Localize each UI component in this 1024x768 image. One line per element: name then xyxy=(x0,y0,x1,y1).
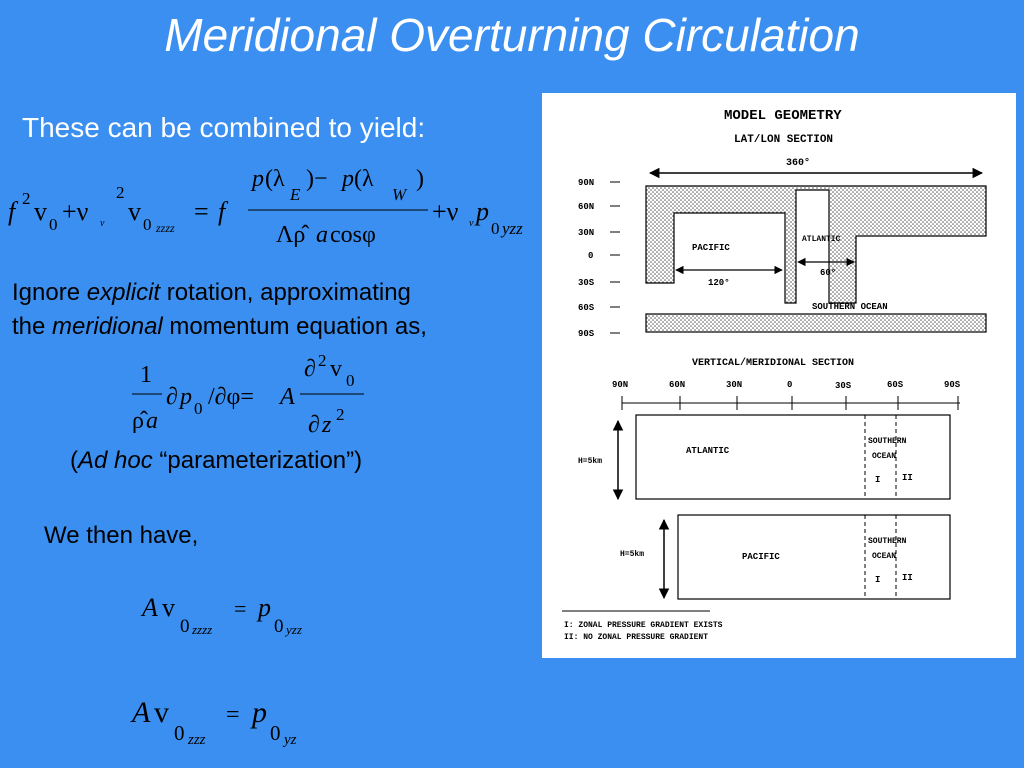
svg-text:p: p xyxy=(252,696,267,729)
svg-text:): ) xyxy=(416,166,424,192)
svg-text:E: E xyxy=(290,185,301,204)
svg-text:∂: ∂ xyxy=(304,356,316,382)
svg-text:=: = xyxy=(226,702,240,728)
svg-text:+ν: +ν xyxy=(62,197,89,226)
svg-text:I: I xyxy=(875,475,881,485)
svg-text:p: p xyxy=(258,593,271,622)
ignore-rotation-text: Ignore explicit rotation, approximating the meridional momentum equation as, xyxy=(12,279,427,340)
svg-text:v: v xyxy=(469,218,474,229)
svg-text:zzzz: zzzz xyxy=(192,622,213,637)
svg-text:A: A xyxy=(142,593,158,622)
svg-text:0: 0 xyxy=(491,219,500,238)
figure-heading: MODEL GEOMETRY xyxy=(724,108,842,124)
southern-land xyxy=(646,314,986,332)
svg-text:II: II xyxy=(902,573,913,583)
svg-text:)−: )− xyxy=(306,166,328,192)
svg-text:v: v xyxy=(34,197,47,226)
svg-text:v: v xyxy=(128,197,141,226)
svg-text:∂: ∂ xyxy=(166,384,178,410)
svg-text:(λ: (λ xyxy=(265,166,285,192)
svg-text:OCEAN: OCEAN xyxy=(872,552,897,561)
lon-span-label: 360° xyxy=(786,158,811,169)
atlantic-section-label: ATLANTIC xyxy=(686,446,730,456)
svg-text:0: 0 xyxy=(787,380,793,390)
atlantic-depth-label: H=5km xyxy=(578,457,603,466)
svg-text:a: a xyxy=(146,408,158,434)
svg-text:∂: ∂ xyxy=(308,412,320,438)
svg-text:60S: 60S xyxy=(887,380,904,390)
svg-text:(λ: (λ xyxy=(354,166,374,192)
pacific-section-label: PACIFIC xyxy=(742,552,780,562)
atlantic-label: ATLANTIC xyxy=(802,235,841,244)
svg-text:f: f xyxy=(218,197,226,226)
svg-text:30N: 30N xyxy=(726,380,743,390)
svg-text:f: f xyxy=(8,197,16,226)
atlantic-section xyxy=(636,415,950,499)
svg-text:W: W xyxy=(392,185,407,204)
balance-equation-zzzz xyxy=(140,586,340,646)
svg-text:v: v xyxy=(330,356,342,382)
svg-text:SOUTHERN: SOUTHERN xyxy=(868,437,907,446)
svg-text:0: 0 xyxy=(346,371,355,390)
atlantic-width-label: 60° xyxy=(820,268,837,278)
svg-text:90N: 90N xyxy=(578,178,595,188)
svg-text:Λρ̂: Λρ̂ xyxy=(276,222,306,248)
latitude-axis xyxy=(578,178,620,339)
svg-text:30S: 30S xyxy=(835,381,852,391)
svg-text:60N: 60N xyxy=(578,202,595,212)
svg-text:60S: 60S xyxy=(578,303,595,313)
svg-text:90S: 90S xyxy=(944,380,961,390)
svg-text:2: 2 xyxy=(336,405,345,424)
svg-text:I: I xyxy=(875,575,881,585)
svg-text:0: 0 xyxy=(180,616,190,637)
legend-no-gradient: II: NO ZONAL PRESSURE GRADIENT xyxy=(564,633,709,642)
then-text: We then have, xyxy=(44,522,199,549)
legend-zonal-gradient: I: ZONAL PRESSURE GRADIENT EXISTS xyxy=(564,621,723,630)
svg-text:0: 0 xyxy=(274,616,284,637)
svg-text:0: 0 xyxy=(270,721,281,745)
svg-text:/∂φ=: /∂φ= xyxy=(208,384,254,410)
balance-equation-zzz xyxy=(130,688,330,758)
svg-text:cosφ: cosφ xyxy=(330,222,376,248)
svg-text:0: 0 xyxy=(194,399,203,418)
svg-text:yzz: yzz xyxy=(286,622,302,637)
svg-text:A: A xyxy=(132,696,151,729)
svg-text:1: 1 xyxy=(140,362,152,388)
svg-text:=: = xyxy=(194,197,209,226)
svg-text:II: II xyxy=(902,473,913,483)
svg-text:p: p xyxy=(476,197,489,226)
combined-text: These can be combined to yield: xyxy=(22,112,426,143)
svg-text:v: v xyxy=(154,696,169,729)
svg-text:0: 0 xyxy=(588,251,594,261)
latlon-heading: LAT/LON SECTION xyxy=(734,134,834,146)
svg-text:30N: 30N xyxy=(578,228,595,238)
svg-text:=: = xyxy=(234,596,247,621)
vertical-heading: VERTICAL/MERIDIONAL SECTION xyxy=(692,358,855,369)
svg-text:ρ̂: ρ̂ xyxy=(132,408,144,434)
svg-text:0: 0 xyxy=(143,215,152,234)
svg-text:zzz: zzz xyxy=(188,732,206,748)
svg-text:+ν: +ν xyxy=(432,197,459,226)
svg-text:OCEAN: OCEAN xyxy=(872,452,897,461)
svg-text:yzz: yzz xyxy=(502,219,523,238)
pacific-depth-label: H=5km xyxy=(620,550,645,559)
svg-text:p: p xyxy=(252,166,264,192)
svg-text:zzzz: zzzz xyxy=(156,221,175,235)
adhoc-text: (Ad hoc “parameterization”) xyxy=(70,447,363,474)
svg-text:90S: 90S xyxy=(578,329,595,339)
svg-text:2: 2 xyxy=(318,352,327,370)
svg-text:0: 0 xyxy=(49,215,58,234)
meridional-axis xyxy=(612,380,961,410)
svg-text:SOUTHERN: SOUTHERN xyxy=(868,537,907,546)
svg-text:90N: 90N xyxy=(612,380,629,390)
svg-text:v: v xyxy=(100,218,105,229)
svg-text:A: A xyxy=(280,384,295,410)
svg-text:z: z xyxy=(322,412,332,438)
svg-text:yz: yz xyxy=(284,732,297,748)
svg-text:p: p xyxy=(180,384,192,410)
model-geometry-figure xyxy=(542,93,1016,658)
svg-text:0: 0 xyxy=(174,721,185,745)
pacific-label: PACIFIC xyxy=(692,243,730,253)
svg-text:a: a xyxy=(316,222,328,248)
svg-text:60N: 60N xyxy=(669,380,686,390)
combined-equation xyxy=(4,158,544,250)
svg-text:2: 2 xyxy=(116,183,125,202)
svg-text:30S: 30S xyxy=(578,278,595,288)
svg-text:v: v xyxy=(162,593,175,622)
svg-text:2: 2 xyxy=(22,189,31,208)
pacific-width-label: 120° xyxy=(708,278,730,288)
slide-title: Meridional Overturning Circulation xyxy=(164,9,860,61)
pacific-section xyxy=(678,515,950,599)
southern-ocean-label: SOUTHERN OCEAN xyxy=(812,302,888,312)
svg-text:p: p xyxy=(342,166,354,192)
momentum-equation xyxy=(126,352,376,442)
